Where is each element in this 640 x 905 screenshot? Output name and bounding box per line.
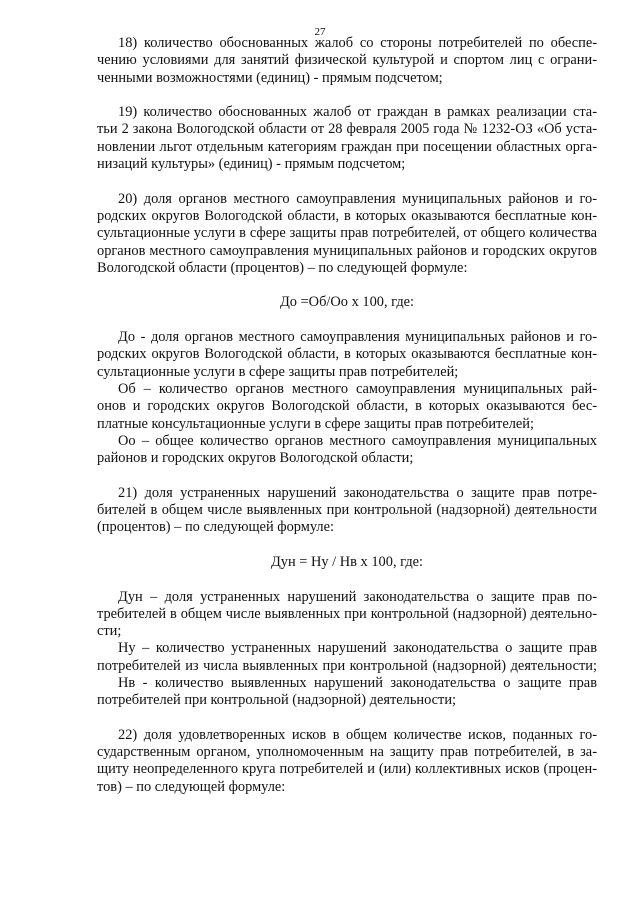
item-21-line: (процентов) – по следующей формуле: xyxy=(97,519,334,536)
item-22-line: сударственным органом, уполномоченным на защиту прав потребителей, в за- xyxy=(97,744,597,761)
item-22-line: 22) доля удовлетворенных исков в общем количестве исков, поданных го- xyxy=(118,726,597,743)
formula-21: Дун = Ну / Нв х 100, где: xyxy=(270,553,424,570)
item-18-line: чению условиями для занятий физической культурой и спортом лиц с ограни- xyxy=(97,52,597,69)
definition-line: Об – количество органов местного самоуправления муниципальных рай- xyxy=(118,380,597,397)
item-20-line: Вологодской области (процентов) – по следующей формуле: xyxy=(97,259,468,276)
item-21-line: бителей в общем числе выявленных при контрольной (надзорной) деятельности xyxy=(97,502,597,519)
document-body xyxy=(97,35,597,796)
definition-line: платные консультационные услуги в сфере защиты прав потребителей; xyxy=(97,415,534,432)
item-19-line: 19) количество обоснованных жалоб от граждан в рамках реализации ста- xyxy=(118,104,597,121)
definition-line: потребителей из числа выявленных при контрольной (надзорной) деятельности; xyxy=(97,657,597,674)
formula-20: До =Об/Оо х 100, где: xyxy=(279,294,415,311)
definition-line: Нв - количество выявленных нарушений законодательства о защите прав xyxy=(118,674,597,691)
definition-line: родских округов Вологодской области, в которых оказываются бесплатные кон- xyxy=(97,346,597,363)
definition-line: Дун – доля устраненных нарушений законодательства о защите прав по- xyxy=(118,588,597,605)
item-20-line: родских округов Вологодской области, в которых оказываются бесплатные кон- xyxy=(97,207,597,224)
item-21-line: 21) доля устраненных нарушений законодательства о защите прав потре- xyxy=(118,484,597,501)
definition-line: районов и городских округов Вологодской области; xyxy=(97,450,414,467)
item-18-line: 18) количество обоснованных жалоб со стороны потребителей по обеспе- xyxy=(118,35,597,51)
item-20-line: сультационные услуги в сфере защиты прав потребителей, от общего количества xyxy=(97,225,597,242)
item-22-line: тов) – по следующей формуле: xyxy=(97,778,286,795)
definition-line: потребителей при контрольной (надзорной) деятельности; xyxy=(97,692,457,709)
page-number: 27 xyxy=(314,26,326,38)
item-18-line: ченными возможностями (единиц) - прямым подсчетом; xyxy=(97,69,443,86)
definition-line: сти; xyxy=(97,623,122,640)
item-20-line: органов местного самоуправления муниципальных районов и городских округов xyxy=(97,242,597,259)
definition-line: Ну – количество устраненных нарушений законодательства о защите прав xyxy=(118,640,597,657)
definition-line: До - доля органов местного самоуправления муниципальных районов и го- xyxy=(118,329,597,346)
item-22-line: щиту неопределенного круга потребителей и (или) коллективных исков (процен- xyxy=(97,761,597,778)
item-19-line: новлении льгот отдельным категориям граждан при посещении областных орга- xyxy=(97,138,597,155)
item-20-line: 20) доля органов местного самоуправления муниципальных районов и го- xyxy=(118,190,597,207)
definition-line: требителей в общем числе выявленных при контрольной (надзорной) деятельно- xyxy=(97,605,597,622)
definition-line: Оо – общее количество органов местного самоуправления муниципальных xyxy=(118,432,597,449)
item-19-line: низаций культуры» (единиц) - прямым подсчетом; xyxy=(97,156,406,173)
item-19-line: тьи 2 закона Вологодской области от 28 февраля 2005 года № 1232-ОЗ «Об уста- xyxy=(97,121,597,138)
definition-line: онов и городских округов Вологодской области, в которых оказываются бес- xyxy=(97,398,597,415)
definition-line: сультационные услуги в сфере защиты прав потребителей; xyxy=(97,363,459,380)
